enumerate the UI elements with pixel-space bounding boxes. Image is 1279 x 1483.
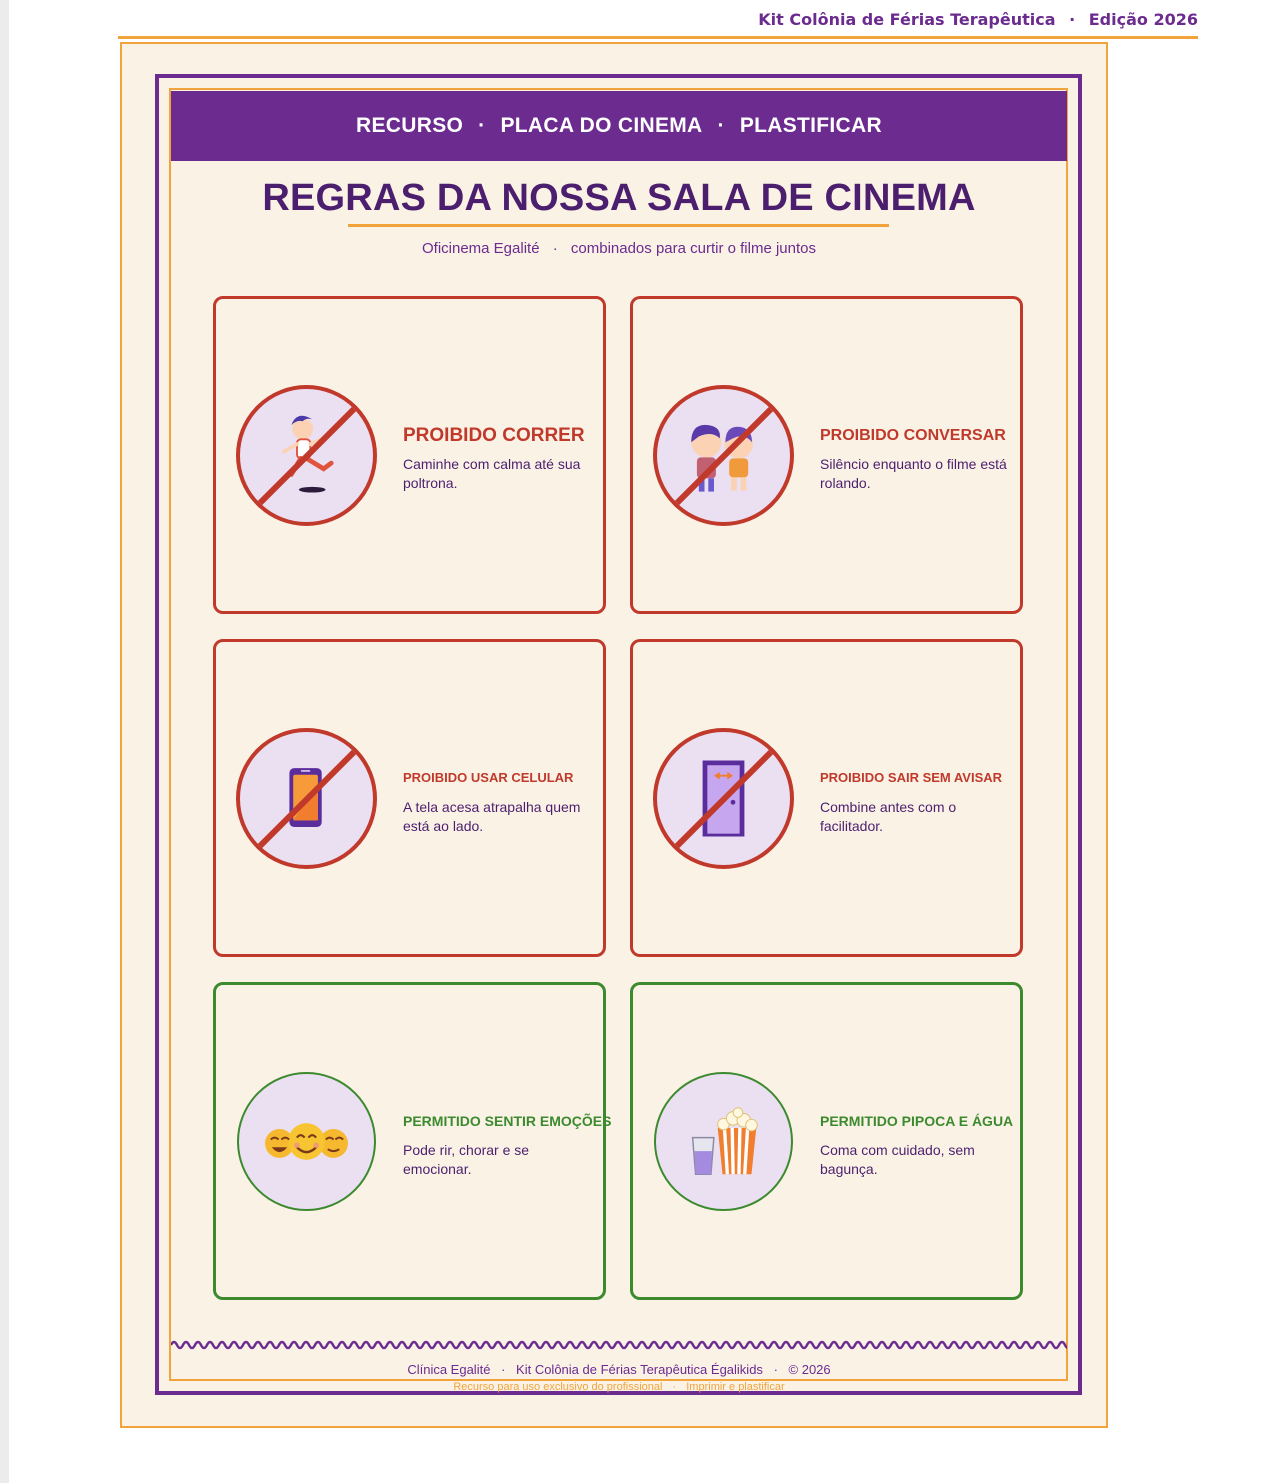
- rule-description: Combine antes com o facilitador.: [820, 799, 957, 834]
- emoji-faces-icon: [237, 1072, 376, 1211]
- page-subtitle: [171, 240, 1067, 257]
- banner-separator: ·: [478, 114, 486, 137]
- talking-children-icon: [653, 385, 794, 526]
- door-icon: [653, 728, 794, 869]
- running-header-edition: Edição 2026: [1088, 10, 1198, 29]
- rule-card-no-phone: [213, 639, 606, 957]
- popcorn-and-water-icon: [654, 1072, 793, 1211]
- resource-banner: [171, 91, 1067, 161]
- rule-card-no-running: [213, 296, 606, 614]
- footer-note-print: Imprimir e plastificar: [686, 1381, 785, 1393]
- phone-icon: [236, 728, 377, 869]
- rule-card-no-talking: [630, 296, 1023, 614]
- footer-copyright: © 2026: [788, 1362, 831, 1377]
- wave-divider: [171, 1338, 1067, 1352]
- footer-separator: ·: [672, 1381, 677, 1393]
- banner-sign: PLACA DO CINEMA: [500, 114, 703, 137]
- footer-clinic: Clínica Egalité: [407, 1362, 491, 1377]
- banner-laminate: PLASTIFICAR: [739, 114, 882, 137]
- rule-card-popcorn-water: [630, 982, 1023, 1300]
- header-rule: [118, 36, 1198, 39]
- rule-card-feel-emotions: [213, 982, 612, 1300]
- rule-description: Silêncio enquanto o filme está rolando.: [820, 456, 1007, 491]
- running-header: [758, 10, 1198, 29]
- banner-separator: ·: [717, 114, 725, 137]
- title-underline: [348, 224, 889, 227]
- rule-description: Coma com cuidado, sem bagunça.: [820, 1142, 975, 1177]
- rule-title: PERMITIDO PIPOCA E ÁGUA: [820, 1113, 1014, 1129]
- page-title: REGRAS DA NOSSA SALA DE CINEMA: [262, 177, 976, 219]
- running-child-icon: [236, 385, 377, 526]
- footer-separator: ·: [773, 1362, 778, 1377]
- rule-title: PROIBIDO CONVERSAR: [820, 427, 1006, 444]
- subtitle-workshop: Oficinema Egalité: [421, 240, 540, 257]
- running-header-separator: ·: [1069, 10, 1076, 29]
- rule-description: Pode rir, chorar e se emocionar.: [403, 1142, 530, 1177]
- rule-title: PERMITIDO SENTIR EMOÇÕES: [403, 1113, 612, 1129]
- rule-title: PROIBIDO SAIR SEM AVISAR: [820, 770, 1003, 785]
- rule-description: Caminhe com calma até sua poltrona.: [403, 456, 581, 491]
- poster-sheet: [120, 42, 1108, 1428]
- footer-separator: ·: [501, 1362, 506, 1377]
- viewer-edge: [0, 0, 9, 1483]
- rule-title: PROIBIDO CORRER: [403, 425, 585, 446]
- rule-card-no-leaving: [630, 639, 1023, 957]
- banner-resource: RECURSO: [356, 114, 464, 137]
- footer: [171, 1362, 1067, 1377]
- subtitle-tagline: combinados para curtir o filme juntos: [570, 240, 817, 257]
- running-header-kit: Kit Colônia de Férias Terapêutica: [758, 10, 1056, 29]
- subtitle-separator: ·: [552, 240, 558, 257]
- footer-kit: Kit Colônia de Férias Terapêutica Égalikids: [516, 1362, 763, 1377]
- footer-note: [171, 1381, 1067, 1393]
- rule-title: PROIBIDO USAR CELULAR: [403, 770, 574, 785]
- rule-description: A tela acesa atrapalha quem está ao lado.: [403, 799, 581, 834]
- footer-note-exclusive: Recurso para uso exclusivo do profissional: [453, 1381, 663, 1393]
